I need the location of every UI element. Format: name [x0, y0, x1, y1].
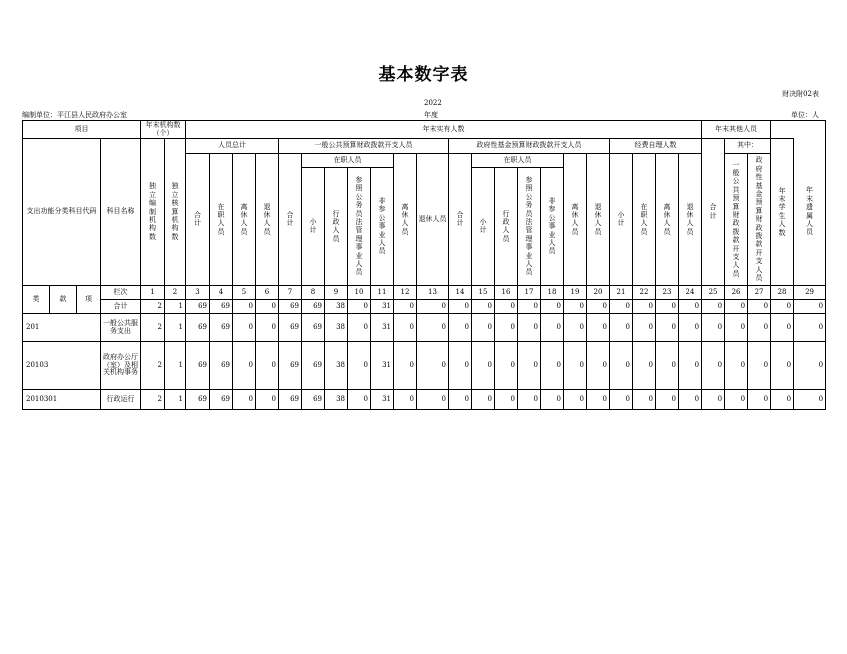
cell: 0 — [518, 390, 541, 410]
cell: 0 — [679, 342, 702, 390]
cell: 0 — [702, 342, 725, 390]
row-code: 201 — [23, 314, 101, 342]
cell: 0 — [472, 390, 495, 410]
cell: 1 — [165, 390, 186, 410]
h-off-duty-3: 离休人员 — [564, 154, 587, 286]
col-num: 6 — [256, 286, 279, 300]
h-in-service-4: 在职人员 — [633, 154, 656, 286]
cell: 0 — [587, 390, 610, 410]
col-label: 栏次 — [101, 286, 141, 300]
h-on-job-2: 在职人员 — [302, 154, 394, 168]
cell: 0 — [233, 314, 256, 342]
h-civil-mgmt-3: 参照公务员法管理事业人员 — [518, 168, 541, 286]
cell: 69 — [302, 300, 325, 314]
cell: 0 — [541, 314, 564, 342]
col-num: 12 — [394, 286, 417, 300]
cell: 0 — [771, 300, 794, 314]
cell: 0 — [449, 300, 472, 314]
year-value: 2022 — [424, 99, 442, 107]
cell: 69 — [279, 314, 302, 342]
h-subtotal-3: 小计 — [472, 168, 495, 286]
cell: 0 — [394, 314, 417, 342]
header-self-funded: 经费自理人数 — [610, 139, 702, 154]
cell: 0 — [679, 314, 702, 342]
header-func-code: 支出功能分类科目代码 — [23, 139, 101, 286]
cell: 0 — [233, 342, 256, 390]
h-retired-1: 退休人员 — [256, 154, 279, 286]
cell: 0 — [610, 314, 633, 342]
cell: 0 — [495, 390, 518, 410]
cell: 0 — [702, 390, 725, 410]
cell: 0 — [725, 314, 748, 342]
header-other-total: 合计 — [702, 139, 725, 286]
col-num: 24 — [679, 286, 702, 300]
h-other-general: 一般公共预算财政拨款开支人员 — [725, 154, 748, 286]
cell: 0 — [449, 314, 472, 342]
cell: 31 — [371, 314, 394, 342]
cell: 0 — [564, 314, 587, 342]
row-code: 2010301 — [23, 390, 101, 410]
cell: 0 — [794, 314, 826, 342]
cell: 69 — [210, 300, 233, 314]
page-title: 基本数字表 — [378, 65, 469, 85]
col-num: 16 — [495, 286, 518, 300]
row-name: 合计 — [101, 300, 141, 314]
header-blank — [771, 121, 826, 139]
cell: 0 — [610, 300, 633, 314]
cell: 0 — [748, 300, 771, 314]
cell: 69 — [210, 314, 233, 342]
header-dependents: 年末遗属人员 — [794, 139, 826, 286]
col-num: 18 — [541, 286, 564, 300]
col-num: 28 — [771, 286, 794, 300]
cell: 1 — [165, 342, 186, 390]
col-num: 15 — [472, 286, 495, 300]
h-subtotal-4: 小计 — [610, 154, 633, 286]
cell: 0 — [394, 300, 417, 314]
cell: 0 — [417, 300, 449, 314]
col-num: 10 — [348, 286, 371, 300]
col-num: 9 — [325, 286, 348, 300]
cell: 0 — [679, 390, 702, 410]
h-total-3: 合计 — [449, 154, 472, 286]
h-admin-2: 行政人员 — [325, 168, 348, 286]
cell: 0 — [541, 342, 564, 390]
col-num: 23 — [656, 286, 679, 300]
table-row — [23, 314, 826, 342]
year-unit: 年度 — [424, 111, 438, 119]
h-total-2: 合计 — [279, 154, 302, 286]
header-among: 其中： — [725, 139, 771, 154]
cell: 2 — [141, 342, 165, 390]
cell: 0 — [233, 390, 256, 410]
header-year-end-other: 年末其他人员 — [702, 121, 771, 139]
cell: 0 — [495, 314, 518, 342]
cell: 0 — [449, 390, 472, 410]
cell: 0 — [748, 390, 771, 410]
cell: 0 — [610, 390, 633, 410]
h-non-civil-2: 非参公事业人员 — [371, 168, 394, 286]
header-year-end-org: 年末机构数（个） — [141, 121, 186, 139]
cell: 0 — [587, 314, 610, 342]
cell: 69 — [302, 390, 325, 410]
cell: 31 — [371, 300, 394, 314]
cell: 0 — [794, 300, 826, 314]
header-subject-name: 科目名称 — [101, 139, 141, 286]
cell: 69 — [186, 390, 210, 410]
col-num: 5 — [233, 286, 256, 300]
cell: 69 — [210, 342, 233, 390]
h-subtotal-2: 小计 — [302, 168, 325, 286]
table-row — [23, 300, 826, 314]
cell: 0 — [495, 342, 518, 390]
cell: 0 — [702, 314, 725, 342]
cell: 1 — [165, 300, 186, 314]
h-other-fund: 政府性基金预算财政拨款开支人员 — [748, 154, 771, 286]
cell: 0 — [394, 390, 417, 410]
cell: 0 — [256, 314, 279, 342]
col-num: 3 — [186, 286, 210, 300]
h-on-job-3: 在职人员 — [472, 154, 564, 168]
h-non-civil-3: 非参公事业人员 — [541, 168, 564, 286]
cell: 0 — [771, 390, 794, 410]
cell: 0 — [656, 390, 679, 410]
col-num: 19 — [564, 286, 587, 300]
h-retired-3: 退休人员 — [587, 154, 610, 286]
cell: 2 — [141, 314, 165, 342]
cell: 0 — [394, 342, 417, 390]
col-num: 20 — [587, 286, 610, 300]
row-code: 20103 — [23, 342, 101, 390]
row-name: 一般公共服务支出 — [101, 314, 141, 342]
cell: 0 — [564, 300, 587, 314]
row-name: 行政运行 — [101, 390, 141, 410]
cell: 0 — [587, 342, 610, 390]
cell: 0 — [449, 342, 472, 390]
header-indep-org: 独立编制机构数 — [141, 139, 165, 286]
cell: 0 — [417, 390, 449, 410]
cell: 0 — [725, 390, 748, 410]
header-staff-total: 人员总计 — [186, 139, 279, 154]
cell: 0 — [633, 342, 656, 390]
h-admin-3: 行政人员 — [495, 168, 518, 286]
cell: 69 — [302, 342, 325, 390]
cell: 0 — [348, 342, 371, 390]
cell: 0 — [233, 300, 256, 314]
cell: 0 — [587, 300, 610, 314]
col-num: 29 — [794, 286, 826, 300]
col-num: 4 — [210, 286, 233, 300]
cell: 0 — [656, 342, 679, 390]
cell: 0 — [564, 342, 587, 390]
cell: 38 — [325, 342, 348, 390]
h-off-duty-2: 离休人员 — [394, 154, 417, 286]
cell: 0 — [348, 314, 371, 342]
row-name: 政府办公厅（室）及相关机构事务 — [101, 342, 141, 390]
col-num: 27 — [748, 286, 771, 300]
cell: 0 — [518, 314, 541, 342]
cell: 0 — [348, 390, 371, 410]
header-students: 年末学生人数 — [771, 139, 794, 286]
h-xiang: 项 — [77, 286, 101, 314]
cell: 0 — [541, 390, 564, 410]
h-civil-mgmt-2: 参照公务员法管理事业人员 — [348, 168, 371, 286]
cell: 2 — [141, 300, 165, 314]
col-num: 1 — [141, 286, 165, 300]
col-num: 2 — [165, 286, 186, 300]
cell: 0 — [256, 342, 279, 390]
cell: 0 — [541, 300, 564, 314]
cell: 0 — [348, 300, 371, 314]
cell: 0 — [656, 314, 679, 342]
h-kuan: 款 — [50, 286, 77, 314]
header-year-end-actual: 年末实有人数 — [186, 121, 702, 139]
cell: 0 — [518, 300, 541, 314]
table-row — [23, 390, 826, 410]
col-num: 25 — [702, 286, 725, 300]
cell: 0 — [679, 300, 702, 314]
cell: 69 — [279, 390, 302, 410]
cell: 0 — [472, 300, 495, 314]
cell: 0 — [748, 342, 771, 390]
cell: 0 — [794, 390, 826, 410]
cell: 69 — [210, 390, 233, 410]
basic-figures-table — [22, 120, 826, 410]
cell: 0 — [633, 300, 656, 314]
col-num: 17 — [518, 286, 541, 300]
cell: 0 — [633, 314, 656, 342]
cell: 0 — [633, 390, 656, 410]
h-off-duty-4: 离休人员 — [656, 154, 679, 286]
h-retired-2: 退休人员 — [417, 154, 449, 286]
cell: 0 — [702, 300, 725, 314]
cell: 0 — [518, 342, 541, 390]
cell: 0 — [417, 314, 449, 342]
cell: 0 — [725, 342, 748, 390]
cell: 0 — [794, 342, 826, 390]
cell: 0 — [748, 314, 771, 342]
header-indep-acct: 独立核算机构数 — [165, 139, 186, 286]
cell: 0 — [564, 390, 587, 410]
org-label: 编制单位：平江县人民政府办公室 — [22, 111, 127, 119]
col-num: 7 — [279, 286, 302, 300]
col-num: 22 — [633, 286, 656, 300]
table-row — [23, 342, 826, 390]
header-project: 项目 — [23, 121, 141, 139]
col-num: 13 — [417, 286, 449, 300]
h-total-1: 合计 — [186, 154, 210, 286]
cell: 0 — [771, 314, 794, 342]
unit-label: 单位：人 — [791, 111, 819, 119]
cell: 69 — [279, 300, 302, 314]
cell: 0 — [472, 314, 495, 342]
cell: 1 — [165, 314, 186, 342]
cell: 69 — [186, 342, 210, 390]
header-fund-budget: 政府性基金预算财政拨款开支人员 — [449, 139, 610, 154]
cell: 69 — [186, 300, 210, 314]
cell: 69 — [302, 314, 325, 342]
h-lei: 类 — [23, 286, 50, 314]
cell: 0 — [256, 390, 279, 410]
col-num: 26 — [725, 286, 748, 300]
cell: 0 — [495, 300, 518, 314]
cell: 0 — [610, 342, 633, 390]
col-num: 14 — [449, 286, 472, 300]
col-num: 21 — [610, 286, 633, 300]
h-off-duty-1: 离休人员 — [233, 154, 256, 286]
h-retired-4: 退休人员 — [679, 154, 702, 286]
form-number: 财决附02表 — [782, 90, 819, 98]
cell: 0 — [256, 300, 279, 314]
col-num: 8 — [302, 286, 325, 300]
cell: 31 — [371, 390, 394, 410]
cell: 31 — [371, 342, 394, 390]
cell: 38 — [325, 314, 348, 342]
cell: 38 — [325, 390, 348, 410]
cell: 2 — [141, 390, 165, 410]
cell: 0 — [472, 342, 495, 390]
cell: 0 — [417, 342, 449, 390]
cell: 69 — [186, 314, 210, 342]
cell: 0 — [656, 300, 679, 314]
h-in-service-1: 在职人员 — [210, 154, 233, 286]
cell: 0 — [771, 342, 794, 390]
cell: 38 — [325, 300, 348, 314]
cell: 69 — [279, 342, 302, 390]
cell: 0 — [725, 300, 748, 314]
col-num: 11 — [371, 286, 394, 300]
header-general-budget: 一般公共预算财政拨款开支人员 — [279, 139, 449, 154]
